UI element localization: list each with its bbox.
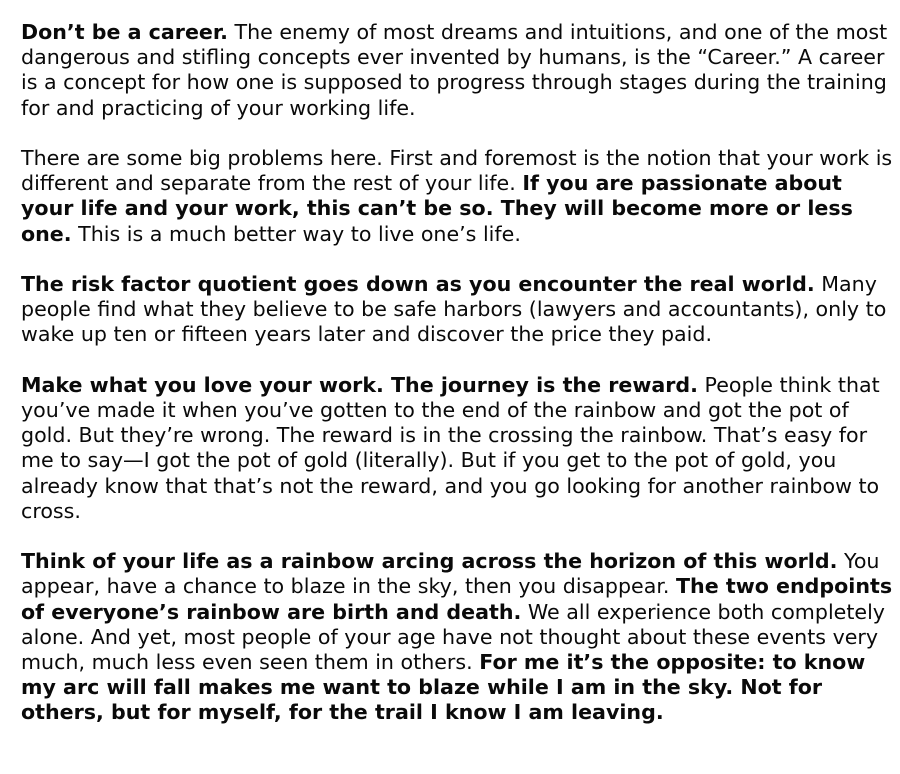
body-text: Many people find what they believe to be safe harbors (lawyers and accountants), only to wake up ten or fifteen years later and discover the price they paid. [21, 272, 887, 347]
body-text: There are some big problems here. First and foremost is the notion that your work is different and separate from the rest of your life. [21, 146, 893, 196]
paragraph-big-problems [21, 146, 893, 247]
body-text: The enemy of most dreams and intuitions, and one of the most dangerous and stifling concepts ever invented by humans, is the “Career.” A career is a concept for how one is supposed to progress through stages during the training for and practicing of your working life. [21, 20, 888, 120]
body-text: People think that you’ve made it when you’ve gotten to the end of the rainbow and got the pot of gold. But they’re wrong. The reward is in the crossing the rainbow. That’s easy for me to say—I got the pot of gold (literally). But if you get to the pot of gold, you already know that that’s not the reward, and you go looking for another rainbow to cross. [21, 372, 880, 523]
bold-phrase: Think of your life as a rainbow arcing across the horizon of this world. [21, 549, 838, 574]
bold-phrase: For me it’s the opposite: to know my arc will fall makes me want to blaze while I am in the sky. Not for others, but for myself, for the trail I know I am leaving. [21, 650, 866, 725]
bold-phrase: Don’t be a career. [21, 20, 228, 44]
bold-phrase: If you are passionate about your life and your work, this can’t be so. They will become more or less one. [21, 171, 853, 246]
body-text: We all experience both completely alone. And yet, most people of your age have not thought about these events very much, much less even seen them in others. [21, 599, 885, 675]
paragraph-journey-reward [21, 373, 893, 524]
body-text: You appear, have a chance to blaze in the sky, then you disappear. [21, 549, 880, 599]
paragraph-risk-factor [21, 272, 893, 348]
bold-phrase: Make what you love your work. The journey is the reward. [21, 372, 698, 397]
paragraph-dont-be-a-career [21, 20, 893, 121]
paragraph-rainbow-arc [21, 549, 893, 725]
bold-phrase: The risk factor quotient goes down as you encounter the real world. [21, 272, 815, 296]
body-text: This is a much better way to live one’s life. [71, 221, 521, 246]
document-page [21, 20, 893, 726]
bold-phrase: The two endpoints of everyone’s rainbow are birth and death. [21, 574, 893, 624]
